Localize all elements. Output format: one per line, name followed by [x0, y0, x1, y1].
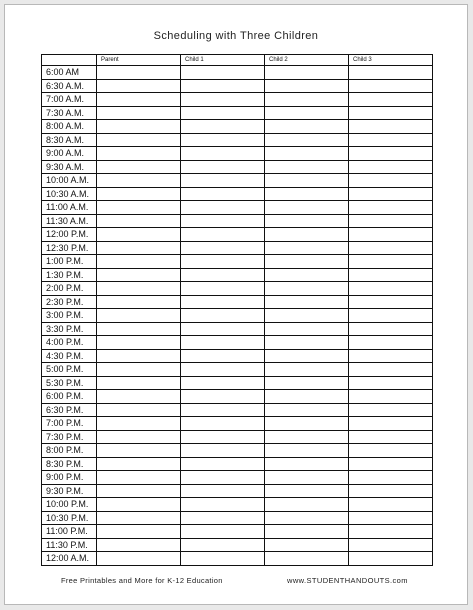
time-label: 4:30 P.M.	[42, 349, 97, 363]
schedule-cell-child-2	[265, 471, 349, 485]
schedule-cell-child-1	[181, 336, 265, 350]
table-row	[42, 538, 433, 552]
schedule-cell-child-3	[349, 174, 433, 188]
schedule-cell-child-2	[265, 390, 349, 404]
schedule-cell-child-3	[349, 444, 433, 458]
schedule-cell-parent	[97, 538, 181, 552]
schedule-cell-parent	[97, 471, 181, 485]
schedule-cell-child-2	[265, 430, 349, 444]
time-label: 5:30 P.M.	[42, 376, 97, 390]
schedule-cell-child-3	[349, 525, 433, 539]
schedule-cell-child-1	[181, 147, 265, 161]
schedule-cell-child-2	[265, 106, 349, 120]
schedule-cell-parent	[97, 403, 181, 417]
table-row	[42, 417, 433, 431]
schedule-cell-child-1	[181, 228, 265, 242]
schedule-cell-parent	[97, 241, 181, 255]
schedule-cell-child-2	[265, 417, 349, 431]
schedule-cell-child-3	[349, 228, 433, 242]
time-label: 1:30 P.M.	[42, 268, 97, 282]
table-row	[42, 363, 433, 377]
table-row	[42, 214, 433, 228]
schedule-cell-child-1	[181, 538, 265, 552]
table-row	[42, 133, 433, 147]
schedule-cell-child-1	[181, 471, 265, 485]
schedule-cell-child-1	[181, 282, 265, 296]
time-label: 10:30 P.M.	[42, 511, 97, 525]
schedule-cell-child-3	[349, 187, 433, 201]
schedule-cell-child-3	[349, 93, 433, 107]
schedule-cell-child-1	[181, 511, 265, 525]
schedule-cell-child-1	[181, 444, 265, 458]
schedule-cell-child-1	[181, 309, 265, 323]
schedule-cell-child-1	[181, 363, 265, 377]
time-label: 6:30 A.M.	[42, 79, 97, 93]
schedule-cell-parent	[97, 66, 181, 80]
time-label: 8:00 P.M.	[42, 444, 97, 458]
schedule-cell-child-3	[349, 241, 433, 255]
table-row	[42, 147, 433, 161]
schedule-cell-child-2	[265, 363, 349, 377]
header-time	[42, 55, 97, 66]
schedule-cell-parent	[97, 390, 181, 404]
schedule-cell-child-3	[349, 498, 433, 512]
schedule-cell-parent	[97, 525, 181, 539]
time-label: 7:00 A.M.	[42, 93, 97, 107]
schedule-cell-child-3	[349, 295, 433, 309]
schedule-cell-child-2	[265, 349, 349, 363]
schedule-cell-parent	[97, 336, 181, 350]
schedule-cell-child-2	[265, 282, 349, 296]
time-label: 7:30 P.M.	[42, 430, 97, 444]
schedule-cell-child-2	[265, 255, 349, 269]
page-title: Scheduling with Three Children	[153, 30, 319, 42]
time-label: 10:30 A.M.	[42, 187, 97, 201]
schedule-cell-child-1	[181, 484, 265, 498]
schedule-cell-child-1	[181, 201, 265, 215]
schedule-cell-child-2	[265, 93, 349, 107]
schedule-cell-child-2	[265, 525, 349, 539]
time-label: 6:00 P.M.	[42, 390, 97, 404]
schedule-cell-parent	[97, 511, 181, 525]
time-label: 2:30 P.M.	[42, 295, 97, 309]
schedule-cell-child-1	[181, 133, 265, 147]
schedule-cell-child-1	[181, 160, 265, 174]
table-row	[42, 228, 433, 242]
table-row	[42, 174, 433, 188]
schedule-cell-child-3	[349, 255, 433, 269]
schedule-cell-child-2	[265, 498, 349, 512]
schedule-cell-parent	[97, 498, 181, 512]
schedule-cell-child-2	[265, 295, 349, 309]
time-label: 11:00 A.M.	[42, 201, 97, 215]
header-parent: Parent	[97, 55, 181, 66]
footer-website: www.STUDENTHANDOUTS.com	[287, 576, 408, 585]
schedule-cell-parent	[97, 120, 181, 134]
schedule-cell-child-3	[349, 538, 433, 552]
table-row	[42, 444, 433, 458]
schedule-cell-child-2	[265, 552, 349, 566]
schedule-cell-child-1	[181, 403, 265, 417]
schedule-cell-child-2	[265, 376, 349, 390]
footer-tagline: Free Printables and More for K-12 Education	[61, 576, 223, 585]
schedule-cell-child-3	[349, 363, 433, 377]
schedule-cell-child-2	[265, 174, 349, 188]
time-label: 5:00 P.M.	[42, 363, 97, 377]
time-label: 11:00 P.M.	[42, 525, 97, 539]
schedule-cell-child-2	[265, 228, 349, 242]
schedule-cell-parent	[97, 484, 181, 498]
worksheet-page	[4, 4, 468, 605]
table-row	[42, 268, 433, 282]
table-row	[42, 187, 433, 201]
schedule-cell-parent	[97, 255, 181, 269]
schedule-cell-child-2	[265, 322, 349, 336]
schedule-cell-child-2	[265, 336, 349, 350]
table-row	[42, 376, 433, 390]
schedule-cell-child-2	[265, 79, 349, 93]
table-row	[42, 120, 433, 134]
time-label: 4:00 P.M.	[42, 336, 97, 350]
table-row	[42, 79, 433, 93]
schedule-cell-child-2	[265, 120, 349, 134]
table-row	[42, 282, 433, 296]
schedule-cell-parent	[97, 201, 181, 215]
schedule-cell-child-1	[181, 93, 265, 107]
schedule-cell-parent	[97, 349, 181, 363]
schedule-cell-child-1	[181, 66, 265, 80]
table-row	[42, 511, 433, 525]
schedule-cell-parent	[97, 147, 181, 161]
schedule-cell-child-1	[181, 120, 265, 134]
header-row	[42, 55, 433, 66]
schedule-cell-child-2	[265, 403, 349, 417]
schedule-cell-parent	[97, 133, 181, 147]
time-label: 2:00 P.M.	[42, 282, 97, 296]
schedule-cell-child-3	[349, 336, 433, 350]
schedule-cell-child-1	[181, 417, 265, 431]
table-row	[42, 322, 433, 336]
schedule-cell-child-3	[349, 349, 433, 363]
time-label: 6:30 P.M.	[42, 403, 97, 417]
schedule-cell-child-3	[349, 403, 433, 417]
table-row	[42, 498, 433, 512]
schedule-cell-parent	[97, 228, 181, 242]
time-label: 7:00 P.M.	[42, 417, 97, 431]
table-row	[42, 66, 433, 80]
schedule-cell-parent	[97, 295, 181, 309]
schedule-cell-parent	[97, 457, 181, 471]
schedule-cell-child-1	[181, 187, 265, 201]
schedule-cell-child-1	[181, 349, 265, 363]
table-row	[42, 160, 433, 174]
time-label: 8:00 A.M.	[42, 120, 97, 134]
table-row	[42, 471, 433, 485]
schedule-cell-child-2	[265, 484, 349, 498]
schedule-cell-child-1	[181, 268, 265, 282]
schedule-cell-child-3	[349, 552, 433, 566]
schedule-cell-child-3	[349, 79, 433, 93]
schedule-cell-child-1	[181, 376, 265, 390]
table-row	[42, 525, 433, 539]
schedule-cell-child-2	[265, 66, 349, 80]
time-label: 11:30 A.M.	[42, 214, 97, 228]
schedule-cell-parent	[97, 376, 181, 390]
schedule-cell-parent	[97, 174, 181, 188]
schedule-cell-child-3	[349, 471, 433, 485]
schedule-cell-child-3	[349, 133, 433, 147]
schedule-cell-child-2	[265, 133, 349, 147]
schedule-cell-child-3	[349, 214, 433, 228]
schedule-cell-child-3	[349, 147, 433, 161]
table-row	[42, 430, 433, 444]
schedule-cell-child-3	[349, 282, 433, 296]
schedule-cell-child-2	[265, 538, 349, 552]
schedule-cell-child-2	[265, 457, 349, 471]
schedule-cell-parent	[97, 214, 181, 228]
schedule-cell-child-3	[349, 417, 433, 431]
schedule-cell-child-3	[349, 160, 433, 174]
schedule-cell-parent	[97, 106, 181, 120]
schedule-cell-parent	[97, 160, 181, 174]
schedule-cell-child-1	[181, 174, 265, 188]
schedule-cell-child-2	[265, 147, 349, 161]
table-row	[42, 255, 433, 269]
table-row	[42, 295, 433, 309]
schedule-cell-parent	[97, 268, 181, 282]
time-label: 9:30 A.M.	[42, 160, 97, 174]
schedule-cell-child-3	[349, 511, 433, 525]
time-label: 3:00 P.M.	[42, 309, 97, 323]
schedule-cell-child-3	[349, 484, 433, 498]
schedule-cell-child-1	[181, 241, 265, 255]
schedule-cell-child-1	[181, 390, 265, 404]
schedule-cell-child-3	[349, 201, 433, 215]
schedule-cell-parent	[97, 322, 181, 336]
time-label: 8:30 A.M.	[42, 133, 97, 147]
schedule-cell-child-3	[349, 376, 433, 390]
time-label: 9:00 P.M.	[42, 471, 97, 485]
schedule-cell-child-1	[181, 498, 265, 512]
table-row	[42, 457, 433, 471]
schedule-cell-child-2	[265, 201, 349, 215]
time-label: 9:30 P.M.	[42, 484, 97, 498]
schedule-cell-child-3	[349, 322, 433, 336]
schedule-cell-child-1	[181, 430, 265, 444]
schedule-cell-parent	[97, 444, 181, 458]
table-row	[42, 349, 433, 363]
time-label: 11:30 P.M.	[42, 538, 97, 552]
time-label: 12:00 A.M.	[42, 552, 97, 566]
schedule-cell-child-3	[349, 106, 433, 120]
schedule-cell-child-3	[349, 309, 433, 323]
table-row	[42, 484, 433, 498]
schedule-cell-child-3	[349, 66, 433, 80]
schedule-cell-child-1	[181, 106, 265, 120]
schedule-cell-child-2	[265, 444, 349, 458]
schedule-cell-child-2	[265, 511, 349, 525]
schedule-cell-parent	[97, 309, 181, 323]
schedule-cell-parent	[97, 93, 181, 107]
schedule-cell-child-2	[265, 268, 349, 282]
schedule-cell-parent	[97, 430, 181, 444]
table-row	[42, 552, 433, 566]
schedule-table	[41, 54, 433, 566]
header-child-1: Child 1	[181, 55, 265, 66]
schedule-cell-child-1	[181, 79, 265, 93]
table-row	[42, 201, 433, 215]
schedule-cell-child-1	[181, 322, 265, 336]
time-label: 10:00 A.M.	[42, 174, 97, 188]
schedule-cell-parent	[97, 187, 181, 201]
schedule-cell-child-2	[265, 214, 349, 228]
schedule-body	[42, 66, 433, 566]
schedule-cell-child-1	[181, 525, 265, 539]
schedule-cell-child-1	[181, 552, 265, 566]
schedule-cell-child-3	[349, 268, 433, 282]
table-row	[42, 93, 433, 107]
schedule-cell-child-3	[349, 390, 433, 404]
time-label: 12:00 P.M.	[42, 228, 97, 242]
schedule-cell-child-1	[181, 457, 265, 471]
schedule-cell-parent	[97, 282, 181, 296]
schedule-cell-child-3	[349, 457, 433, 471]
table-row	[42, 309, 433, 323]
time-label: 3:30 P.M.	[42, 322, 97, 336]
schedule-cell-parent	[97, 79, 181, 93]
schedule-cell-parent	[97, 363, 181, 377]
schedule-cell-child-1	[181, 214, 265, 228]
header-child-3: Child 3	[349, 55, 433, 66]
schedule-cell-child-3	[349, 430, 433, 444]
time-label: 7:30 A.M.	[42, 106, 97, 120]
schedule-cell-parent	[97, 417, 181, 431]
schedule-cell-child-1	[181, 295, 265, 309]
time-label: 8:30 P.M.	[42, 457, 97, 471]
time-label: 1:00 P.M.	[42, 255, 97, 269]
time-label: 9:00 A.M.	[42, 147, 97, 161]
table-row	[42, 403, 433, 417]
time-label: 10:00 P.M.	[42, 498, 97, 512]
schedule-cell-child-1	[181, 255, 265, 269]
time-label: 6:00 AM	[42, 66, 97, 80]
schedule-cell-child-2	[265, 187, 349, 201]
schedule-cell-child-2	[265, 241, 349, 255]
header-child-2: Child 2	[265, 55, 349, 66]
schedule-cell-child-2	[265, 309, 349, 323]
time-label: 12:30 P.M.	[42, 241, 97, 255]
schedule-cell-child-2	[265, 160, 349, 174]
table-row	[42, 241, 433, 255]
table-row	[42, 106, 433, 120]
schedule-cell-parent	[97, 552, 181, 566]
table-row	[42, 336, 433, 350]
table-row	[42, 390, 433, 404]
schedule-cell-child-3	[349, 120, 433, 134]
